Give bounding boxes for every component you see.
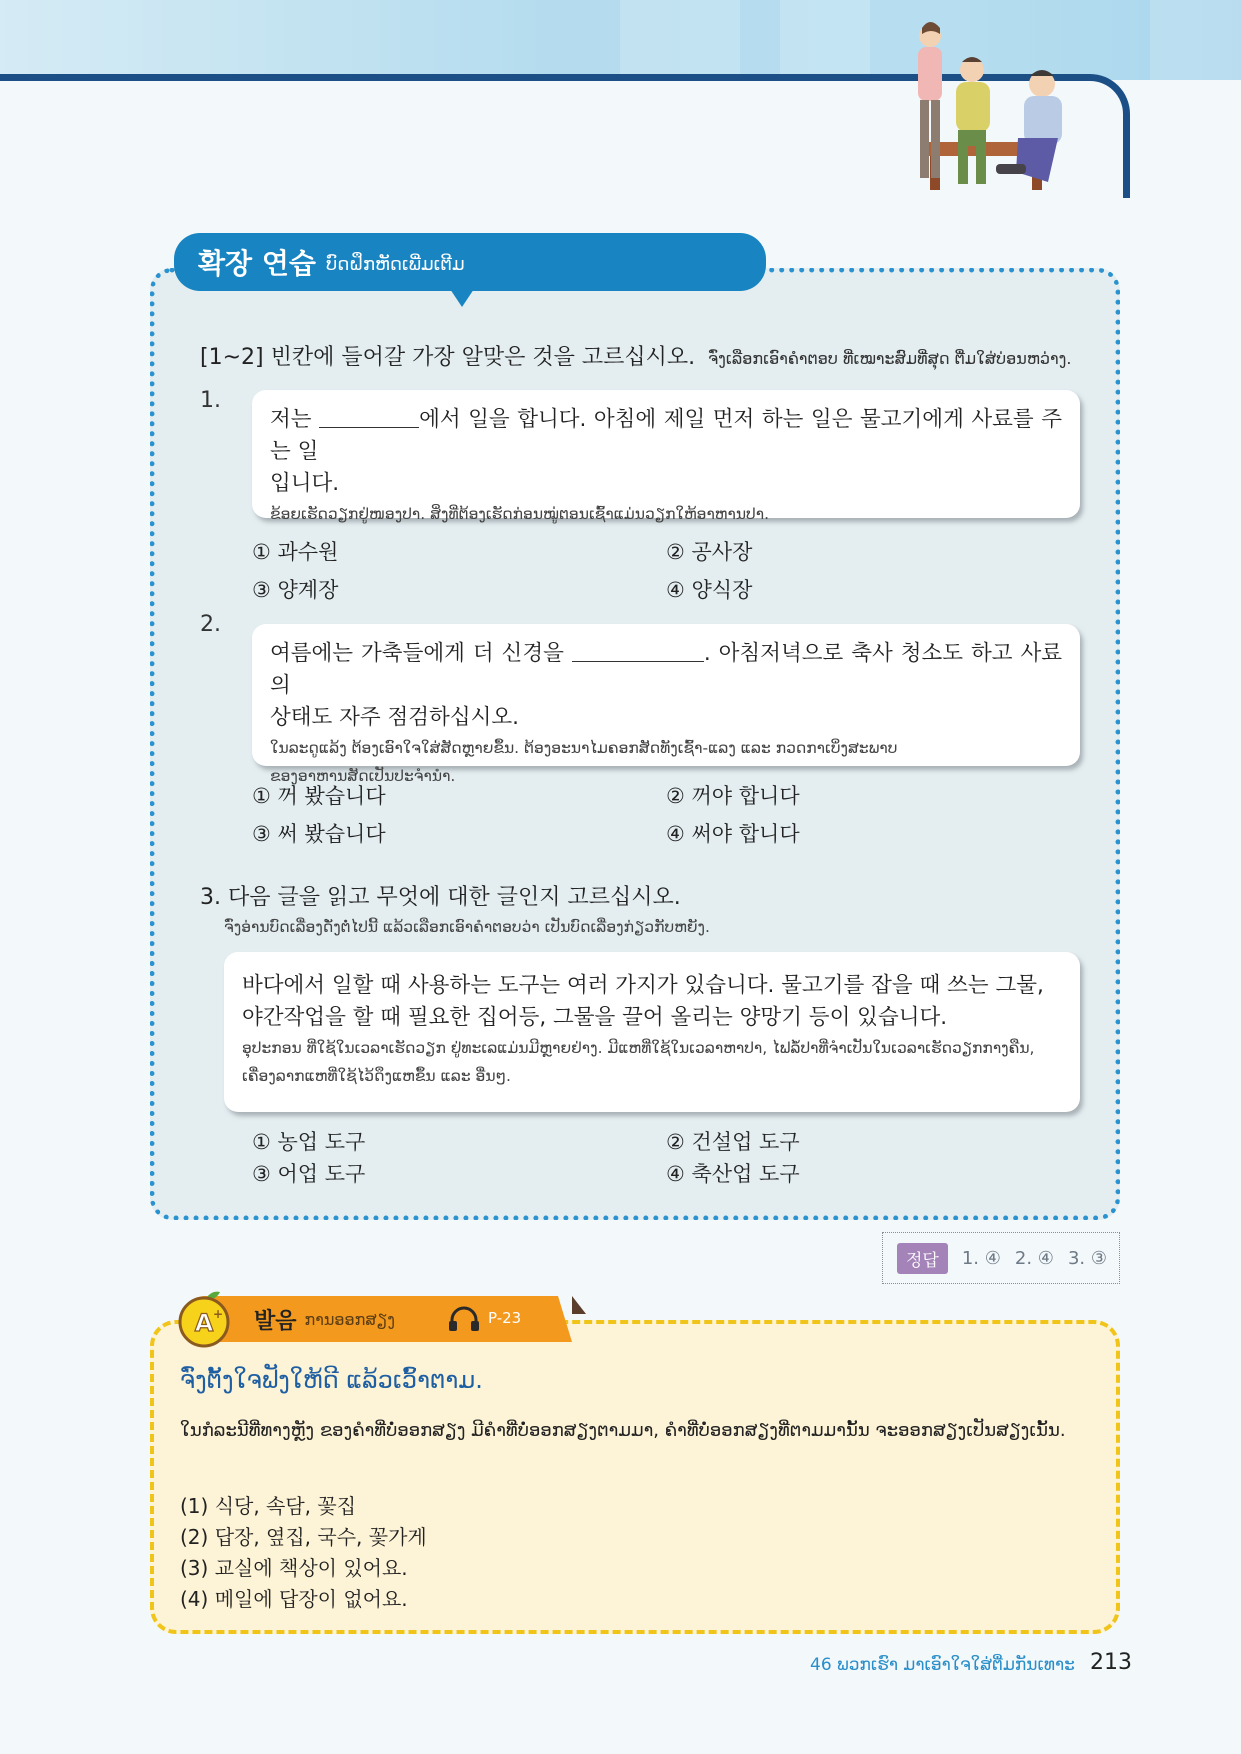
q3-option-2[interactable]: ② 건설업 도구 [666, 1130, 800, 1154]
question-3-title: 3. 다음 글을 읽고 무엇에 대한 글인지 고르십시오. [200, 885, 681, 910]
question-2-number: 2. [200, 612, 221, 637]
question-3-subtitle: ຈົ່ງອ່ານບົດເລື່ອງດັ່ງຕໍ່ໄປນີ້ ແລ້ວເລືອກເອົາຄຳຕອບວ່າ ເປັນບົດເລື່ອງກ່ຽວກັບຫຍັງ. [224, 918, 710, 936]
practice-title-lo: ບົດຝຶກຫັດເພີ່ມເຕີມ [325, 253, 465, 275]
answer-3: 3. ③ [1067, 1247, 1107, 1269]
pronunciation-explanation: ໃນກໍລະນີທີ່ທາງຫຼັງ ຂອງຄຳທີ່ບໍ່ອອກສຽງ ມີຄຳທີ່ບໍ່ອອກສຽງຕາມມາ, ຄຳທີ່ບໍ່ອອກສຽງທີ່ຕາມມານັ້ນ ຈະອອກສຽງເປັນສຽງເນັ້ນ. [180, 1420, 1066, 1441]
question-3-translation: ອຸປະກອນ ທີ່ໃຊ້ໃນເວລາເຮັດວຽກ ຢູ່ທະເລແມ່ນມີຫຼາຍຢ່າງ. ມີແຫທີ່ໃຊ້ໃນເວລາຫາປາ, ໄຟລໍ້ປາທີ່ຈຳເປັນໃນເວລາເຮັດວຽກກາງຄືນ, ເຄື່ອງລາກແຫທີ່ໃຊ້ໄວ້ດຶງແຫຂຶ້ນ ແລະ ອື່ນໆ. [242, 1039, 1035, 1085]
pronunciation-example-4: (4) 메일에 답장이 없어요. [180, 1587, 408, 1611]
practice-title-ko: 확장 연습 [198, 247, 316, 280]
answer-blank [319, 408, 419, 428]
instruction-ko: [1~2] 빈칸에 들어갈 가장 알맞은 것을 고르십시오. [200, 345, 696, 370]
q2-option-3[interactable]: ③ 써 봤습니다 [252, 822, 386, 846]
q3-option-3[interactable]: ③ 어업 도구 [252, 1162, 366, 1186]
instruction-lo: ຈົ່ງເລືອກເອົາຄຳຕອບ ທີ່ເໝາະສົມທີ່ສຸດ ຕື່ມໃສ່ບ່ອນຫວ່າງ. [708, 349, 1072, 368]
q3-option-4[interactable]: ④ 축산업 도구 [666, 1162, 800, 1186]
extension-practice-tab [174, 233, 766, 291]
q1-option-3[interactable]: ③ 양계장 [252, 578, 339, 602]
q1-option-4[interactable]: ④ 양식장 [666, 578, 753, 602]
q1-option-2[interactable]: ② 공사장 [666, 540, 753, 564]
pronunciation-example-2: (2) 답장, 옆집, 국수, 꽃가게 [180, 1525, 427, 1549]
question-1-card [252, 390, 1080, 523]
lesson-title-footer: 46 ພວກເຮົາ ມາເອົາໃຈໃສ່ຕື່ມກັນເທາະ [810, 1655, 1075, 1675]
svg-text:A: A [194, 1309, 214, 1337]
audio-page-ref[interactable]: P-23 [488, 1309, 522, 1327]
answer-1: 1. ④ [961, 1247, 1001, 1269]
question-3-card [224, 952, 1080, 1112]
pronunciation-tab [182, 1296, 558, 1342]
pronunciation-example-3: (3) 교실에 책상이 있어요. [180, 1556, 408, 1580]
answer-2: 2. ④ [1014, 1247, 1054, 1269]
headphone-icon[interactable] [448, 1306, 480, 1332]
question-1-number: 1. [200, 388, 221, 413]
pronunciation-example-1: (1) 식당, 속담, 꽃집 [180, 1494, 357, 1518]
svg-text:+: + [212, 1307, 224, 1321]
pronunciation-title-lo: ການອອກສຽງ [304, 1309, 395, 1329]
answer-blank [572, 642, 704, 662]
people-on-bench-illustration [900, 14, 1110, 204]
instruction [200, 340, 1071, 371]
question-2-card [252, 624, 1080, 785]
pronunciation-title-ko: 발음 [254, 1308, 297, 1334]
pronunciation-heading: ຈົ່ງຕັ້ງໃຈຟັງໃຫ້ດີ ແລ້ວເວົ້າຕາມ. [180, 1366, 483, 1394]
q2-option-1[interactable]: ① 꺼 봤습니다 [252, 784, 386, 808]
q3-option-1[interactable]: ① 농업 도구 [252, 1130, 366, 1154]
question-1-text: 저는 에서 일을 합니다. 아침에 제일 먼저 하는 일은 물고기에게 사료를 주는 일 입니다. [270, 407, 1062, 496]
answer-key-label: 정답 [897, 1243, 948, 1274]
question-1-translation: ຂ້ອຍເຮັດວຽກຢູ່ໜອງປາ. ສິ່ງທີ່ຕ້ອງເຮັດກ່ອນໝູ່ຕອນເຊົ້າແມ່ນວຽກໃຫ້ອາຫານປາ. [270, 505, 770, 523]
q2-option-2[interactable]: ② 꺼야 합니다 [666, 784, 800, 808]
question-2-text: 여름에는 가축들에게 더 신경을 . 아침저녁으로 축사 청소도 하고 사료의 상태도 자주 점검하십시오. [270, 641, 1062, 730]
answer-key-box [882, 1232, 1120, 1284]
q2-option-4[interactable]: ④ 써야 합니다 [666, 822, 800, 846]
q1-option-1[interactable]: ① 과수원 [252, 540, 339, 564]
question-2-translation: ໃນລະດູແລ້ງ ຕ້ອງເອົາໃຈໃສ່ສັດຫຼາຍຂຶ້ນ. ຕ້ອງອະນາໄມຄອກສັດທັງເຊົ້າ-ແລງ ແລະ ກວດກາເບິ່ງສະພາບ ຂອງອາຫານສັດເປັນປະຈຳນຳ. [270, 739, 898, 785]
apple-badge-icon [176, 1288, 232, 1348]
page-number: 213 [1090, 1650, 1132, 1675]
question-3-text: 바다에서 일할 때 사용하는 도구는 여러 가지가 있습니다. 물고기를 잡을 때 쓰는 그물, 야간작업을 할 때 필요한 집어등, 그물을 끌어 올리는 양망기 등이 있습니다. [242, 973, 1044, 1030]
